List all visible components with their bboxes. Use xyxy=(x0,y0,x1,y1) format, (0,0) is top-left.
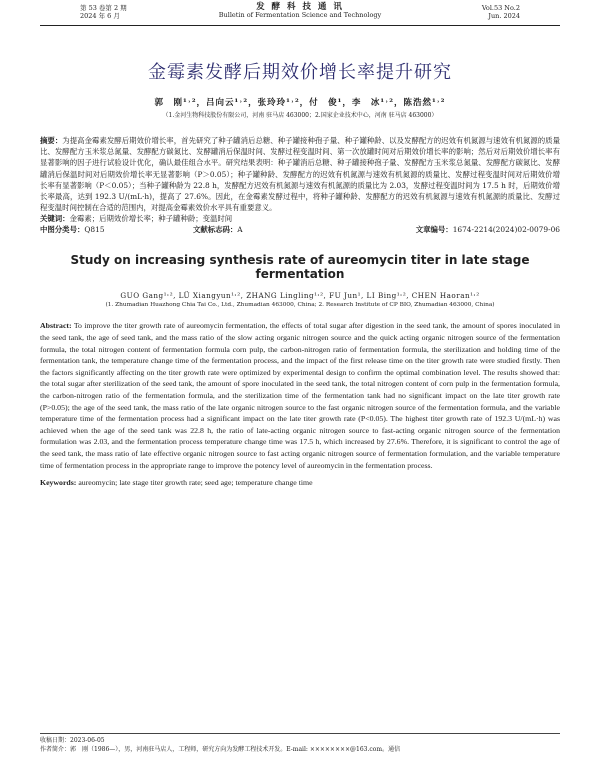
journal-name-en: Bulletin of Fermentation Science and Technology xyxy=(218,11,382,19)
document-code xyxy=(193,224,346,235)
classification-row xyxy=(40,224,560,235)
date-en: Jun. 2024 xyxy=(488,12,520,20)
footnote xyxy=(40,733,560,754)
keywords-label-en: Keywords: xyxy=(40,478,77,488)
abstract-label-en: Abstract: xyxy=(40,321,72,331)
header-right xyxy=(482,4,520,20)
authors-cn: 郭 刚¹˒²，吕向云¹˒²，张玲玲¹˒²，付 俊¹，李 冰¹˒²，陈浩然¹˒² xyxy=(154,98,446,108)
doc-code-value: A xyxy=(237,225,243,235)
keywords-label-cn: 关键词： xyxy=(40,214,70,224)
article-number xyxy=(346,224,560,235)
keywords-cn xyxy=(40,213,560,224)
keywords-en xyxy=(40,477,560,489)
volume-cn: 第 53 卷第 2 期 xyxy=(80,4,127,12)
affiliation-cn: （1.金河生物科技股份有限公司，河南 驻马店 463000；2.国家企业技术中心，河南 驻马店 463000） xyxy=(162,112,438,119)
author-note: 作者简介：郭 刚（1986—），男，河南驻马店人，工程师，研究方向为发酵工程技术开发。E-mail: ××××××××@163.com。通信 xyxy=(40,746,401,753)
article-no-label: 文章编号： xyxy=(415,225,453,235)
abstract-cn xyxy=(40,135,560,213)
article-no-value: 1674-2214(2024)02-0079-06 xyxy=(452,225,560,235)
keywords-text-en: aureomycin; late stage titer growth rate; seed age; temperature change time xyxy=(78,478,313,488)
abstract-en xyxy=(40,320,560,471)
date-cn: 2024 年 6 月 xyxy=(80,12,120,20)
volume-en: Vol.53 No.2 xyxy=(481,4,520,12)
authors-en: GUO Gang¹˒², LÜ Xiangyun¹˒², ZHANG Lingling¹˒², FU Jun¹, LI Bing¹˒², CHEN Haoran¹˒² xyxy=(120,291,480,301)
journal-name-cn: 发 酵 科 技 通 讯 xyxy=(256,2,344,12)
paper-title-en: Study on increasing synthesis rate of aureomycin titer in late stage fermentation xyxy=(70,253,530,282)
clc-label: 中图分类号： xyxy=(40,225,85,235)
header-rule xyxy=(40,25,560,26)
keywords-text-cn: 金霉素；后期效价增长率；种子罐种龄；变温时间 xyxy=(69,214,233,224)
paper-title-cn: 金霉素发酵后期效价增长率提升研究 xyxy=(148,62,452,83)
clc-value: Q815 xyxy=(84,225,105,235)
abstract-text-cn: 为提高金霉素发酵后期效价增长率，首先研究了种子罐消后总糖、种子罐接种孢子量、种子罐种龄、以及发酵配方的迟效有机氮源与速效有机氮源的质量比、发酵配方玉米浆总氮量、发酵配方碳氮比、发酵罐消后保温时间、发酵过程变温时间、第一次放罐时间对后期效价增长率的影响；然后对后期效价增长率有显著影响的因子进行试验设计优化，确认最佳组合水平。研究结果表明：种子罐消后总糖、种子罐接种孢子量、发酵配方玉米浆总氮量、发酵配方碳氮比、发酵罐消后保温时间对后期效价增长率无显著影响（P＞0.05）；种子罐种龄、发酵配方的迟效有机氮源与速效有机氮源的质量比、发酵过程变温时间对后期效价增长率有显著影响（P＜0.05）；当种子罐种龄为 22.8 h，发酵配方迟效有机氮源与速效有机氮源的质量比为 2.03，发酵过程变温时间为 17.5 h 时，后期效价增长率最高，达到 192.3 U/(mL·h)，提高了 27.6%。因此，在金霉素发酵过程中，将种子罐种龄、发酵配方的迟效有机氮源与速效有机氮源的质量比、发酵过程变温时间控制在合适的范围内，对提高金霉素效价水平具有重要意义。 xyxy=(40,136,560,213)
affiliation-en: (1. Zhumadian Huazhong Chia Tai Co., Ltd., Zhumadian 463000, China; 2. Research Institute of CP BIO, Zhumadian 463000, China) xyxy=(105,302,495,309)
doc-code-label: 文献标志码： xyxy=(192,225,238,235)
abstract-text-en: To improve the titer growth rate of aureomycin fermentation, the effects of total sugar after digestion in the seed tank, the amount of spores inoculated in the seed tank, the age of seed tank, and the mass ratio of the slow acting organic nitrogen source and the quick acting organic nitrogen source of the fermentation formula, the total nitrogen content of fermentation formula corn pulp, the carbon-nitrogen ratio of fermentation formula, the sterilization and holding time of the fermentation tank, the temperature change time of the fermentation process, and the impact of the first release time on the titer growth rate were studied firstly. Then the factors significantly affecting on the titer growth rate were optimized by experimental design to confirm the optimal combination level. The results showed that: the total sugar after sterilization of the seed tank, the amount of spore inoculated in the seed tank, the total nitrogen content of corn pulp in the fermentation formula, the carbon-nitrogen ratio of the fermentation formula, and the sterilization time of the fermentation tank had no significant impact on the late titer growth rate (P>0.05); the age of the seed tank, the mass ratio of the late organic nitrogen source to the fast organic nitrogen source of the fermentation formula, and the variable temperature time of the fermentation process had a significant impact on the late titer growth rate (P<0.05). The highest titer growth rate of 192.3 U/(mL·h) was achieved when the age of the seed tank was 22.8 h, the ratio of late-acting organic nitrogen source to fast-acting organic nitrogen source of the fermentation formulation was 2.03, and the fermentation process temperature change time was 17.5 h, which increased by 27.6%. Therefore, it is significant to control the age of the seed tank, the mass ratio of late effective organic nitrogen source to fast acting organic nitrogen source of fermentation formulation, and the variable temperature time of fermentation process in the appropriate range to improve the potency level of aureomycin in the fermentation process. xyxy=(40,321,560,470)
clc-number xyxy=(40,224,193,235)
received-date: 收稿日期：2023-06-05 xyxy=(40,737,105,744)
abstract-label-cn: 摘要： xyxy=(40,136,63,145)
